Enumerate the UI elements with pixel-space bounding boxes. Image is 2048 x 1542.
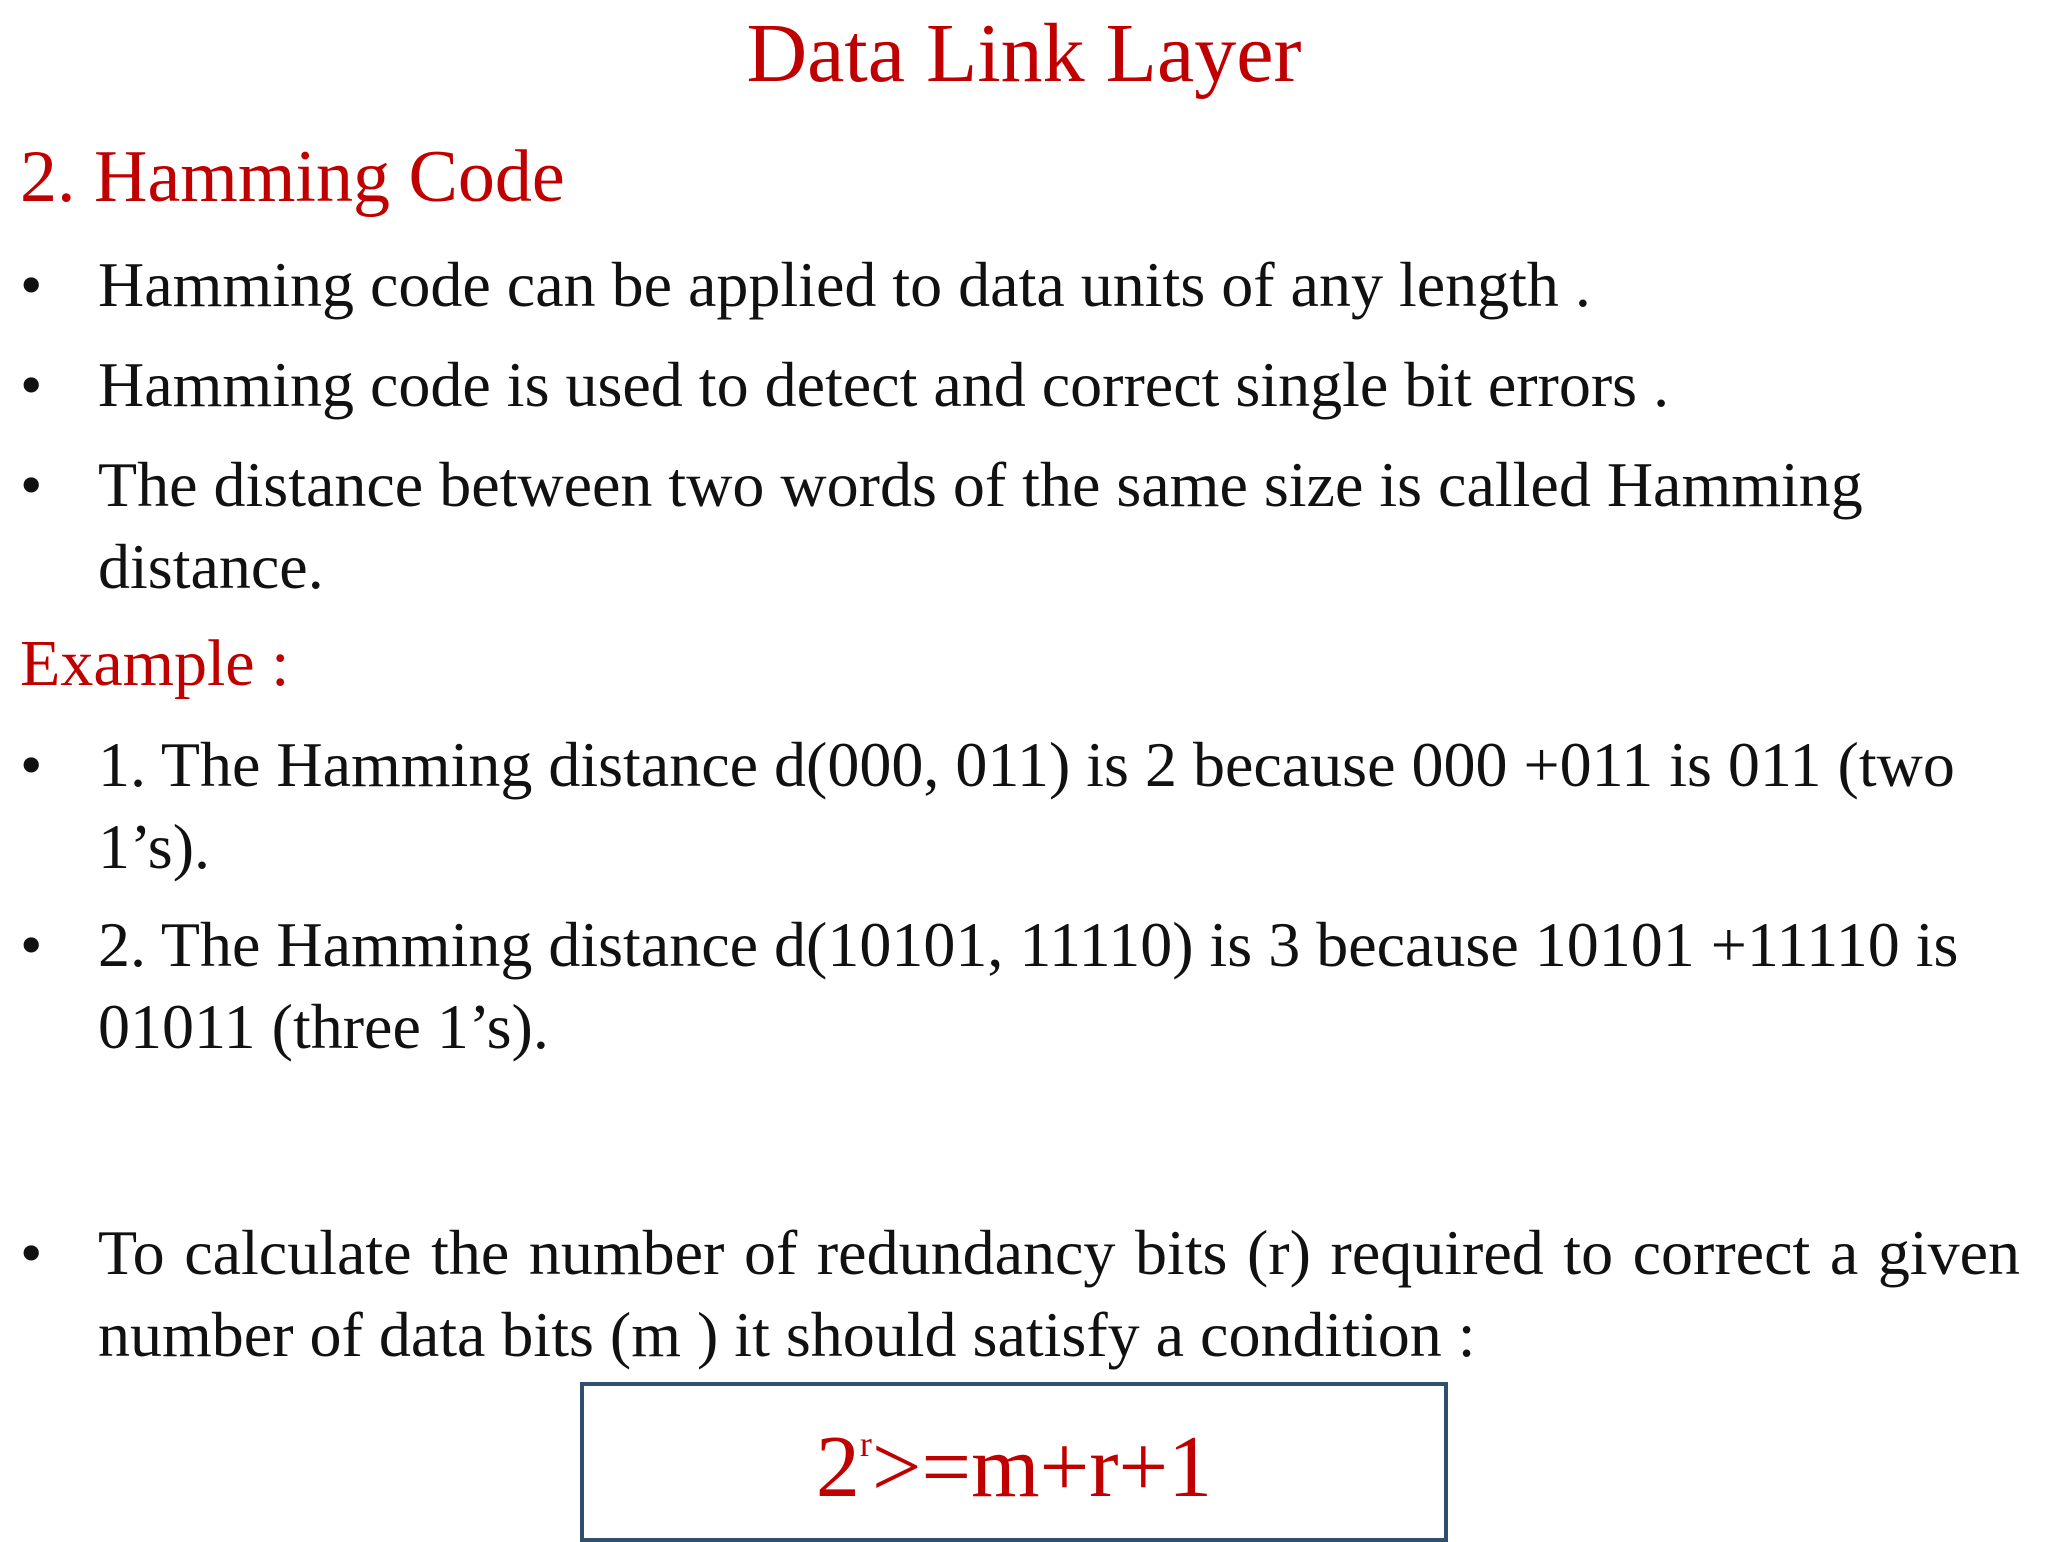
slide-title: Data Link Layer <box>746 7 1302 100</box>
bullet-text: The distance between two words of the same size is called Hamming distance. <box>98 449 1863 602</box>
formula-base: 2 <box>815 1419 860 1516</box>
bullet-icon: • <box>20 249 43 320</box>
bullet-icon: • <box>20 729 43 800</box>
formula-box <box>580 1382 1448 1542</box>
bullet-item <box>20 344 2020 426</box>
bullet-icon: • <box>20 909 43 980</box>
bullet-text: Hamming code can be applied to data units of any length . <box>98 249 1591 320</box>
bullet-icon: • <box>20 1217 43 1288</box>
bullet-item <box>20 244 2020 326</box>
example-item <box>20 724 2020 888</box>
formula-rest: >=m+r+1 <box>871 1419 1213 1516</box>
example-heading: Example : <box>20 627 290 700</box>
bullet-item <box>20 444 2020 608</box>
redundancy-item <box>20 1212 2020 1376</box>
bullet-icon: • <box>20 349 43 420</box>
example-text: 2. The Hamming distance d(10101, 11110) is 3 because 10101 +11110 is 01011 (three 1’s). <box>98 909 1959 1062</box>
formula <box>816 1420 1212 1516</box>
bullet-text: Hamming code is used to detect and correct single bit errors . <box>98 349 1670 420</box>
example-item <box>20 904 2020 1068</box>
formula-exponent: r <box>859 1424 872 1464</box>
section-heading: 2. Hamming Code <box>20 136 565 218</box>
bullet-icon: • <box>20 449 43 520</box>
example-text: 1. The Hamming distance d(000, 011) is 2 because 000 +011 is 011 (two 1’s). <box>98 729 1955 882</box>
redundancy-text: To calculate the number of redundancy bits (r) required to correct a given number of data bits (m ) it should satisfy a condition : <box>98 1217 2020 1370</box>
